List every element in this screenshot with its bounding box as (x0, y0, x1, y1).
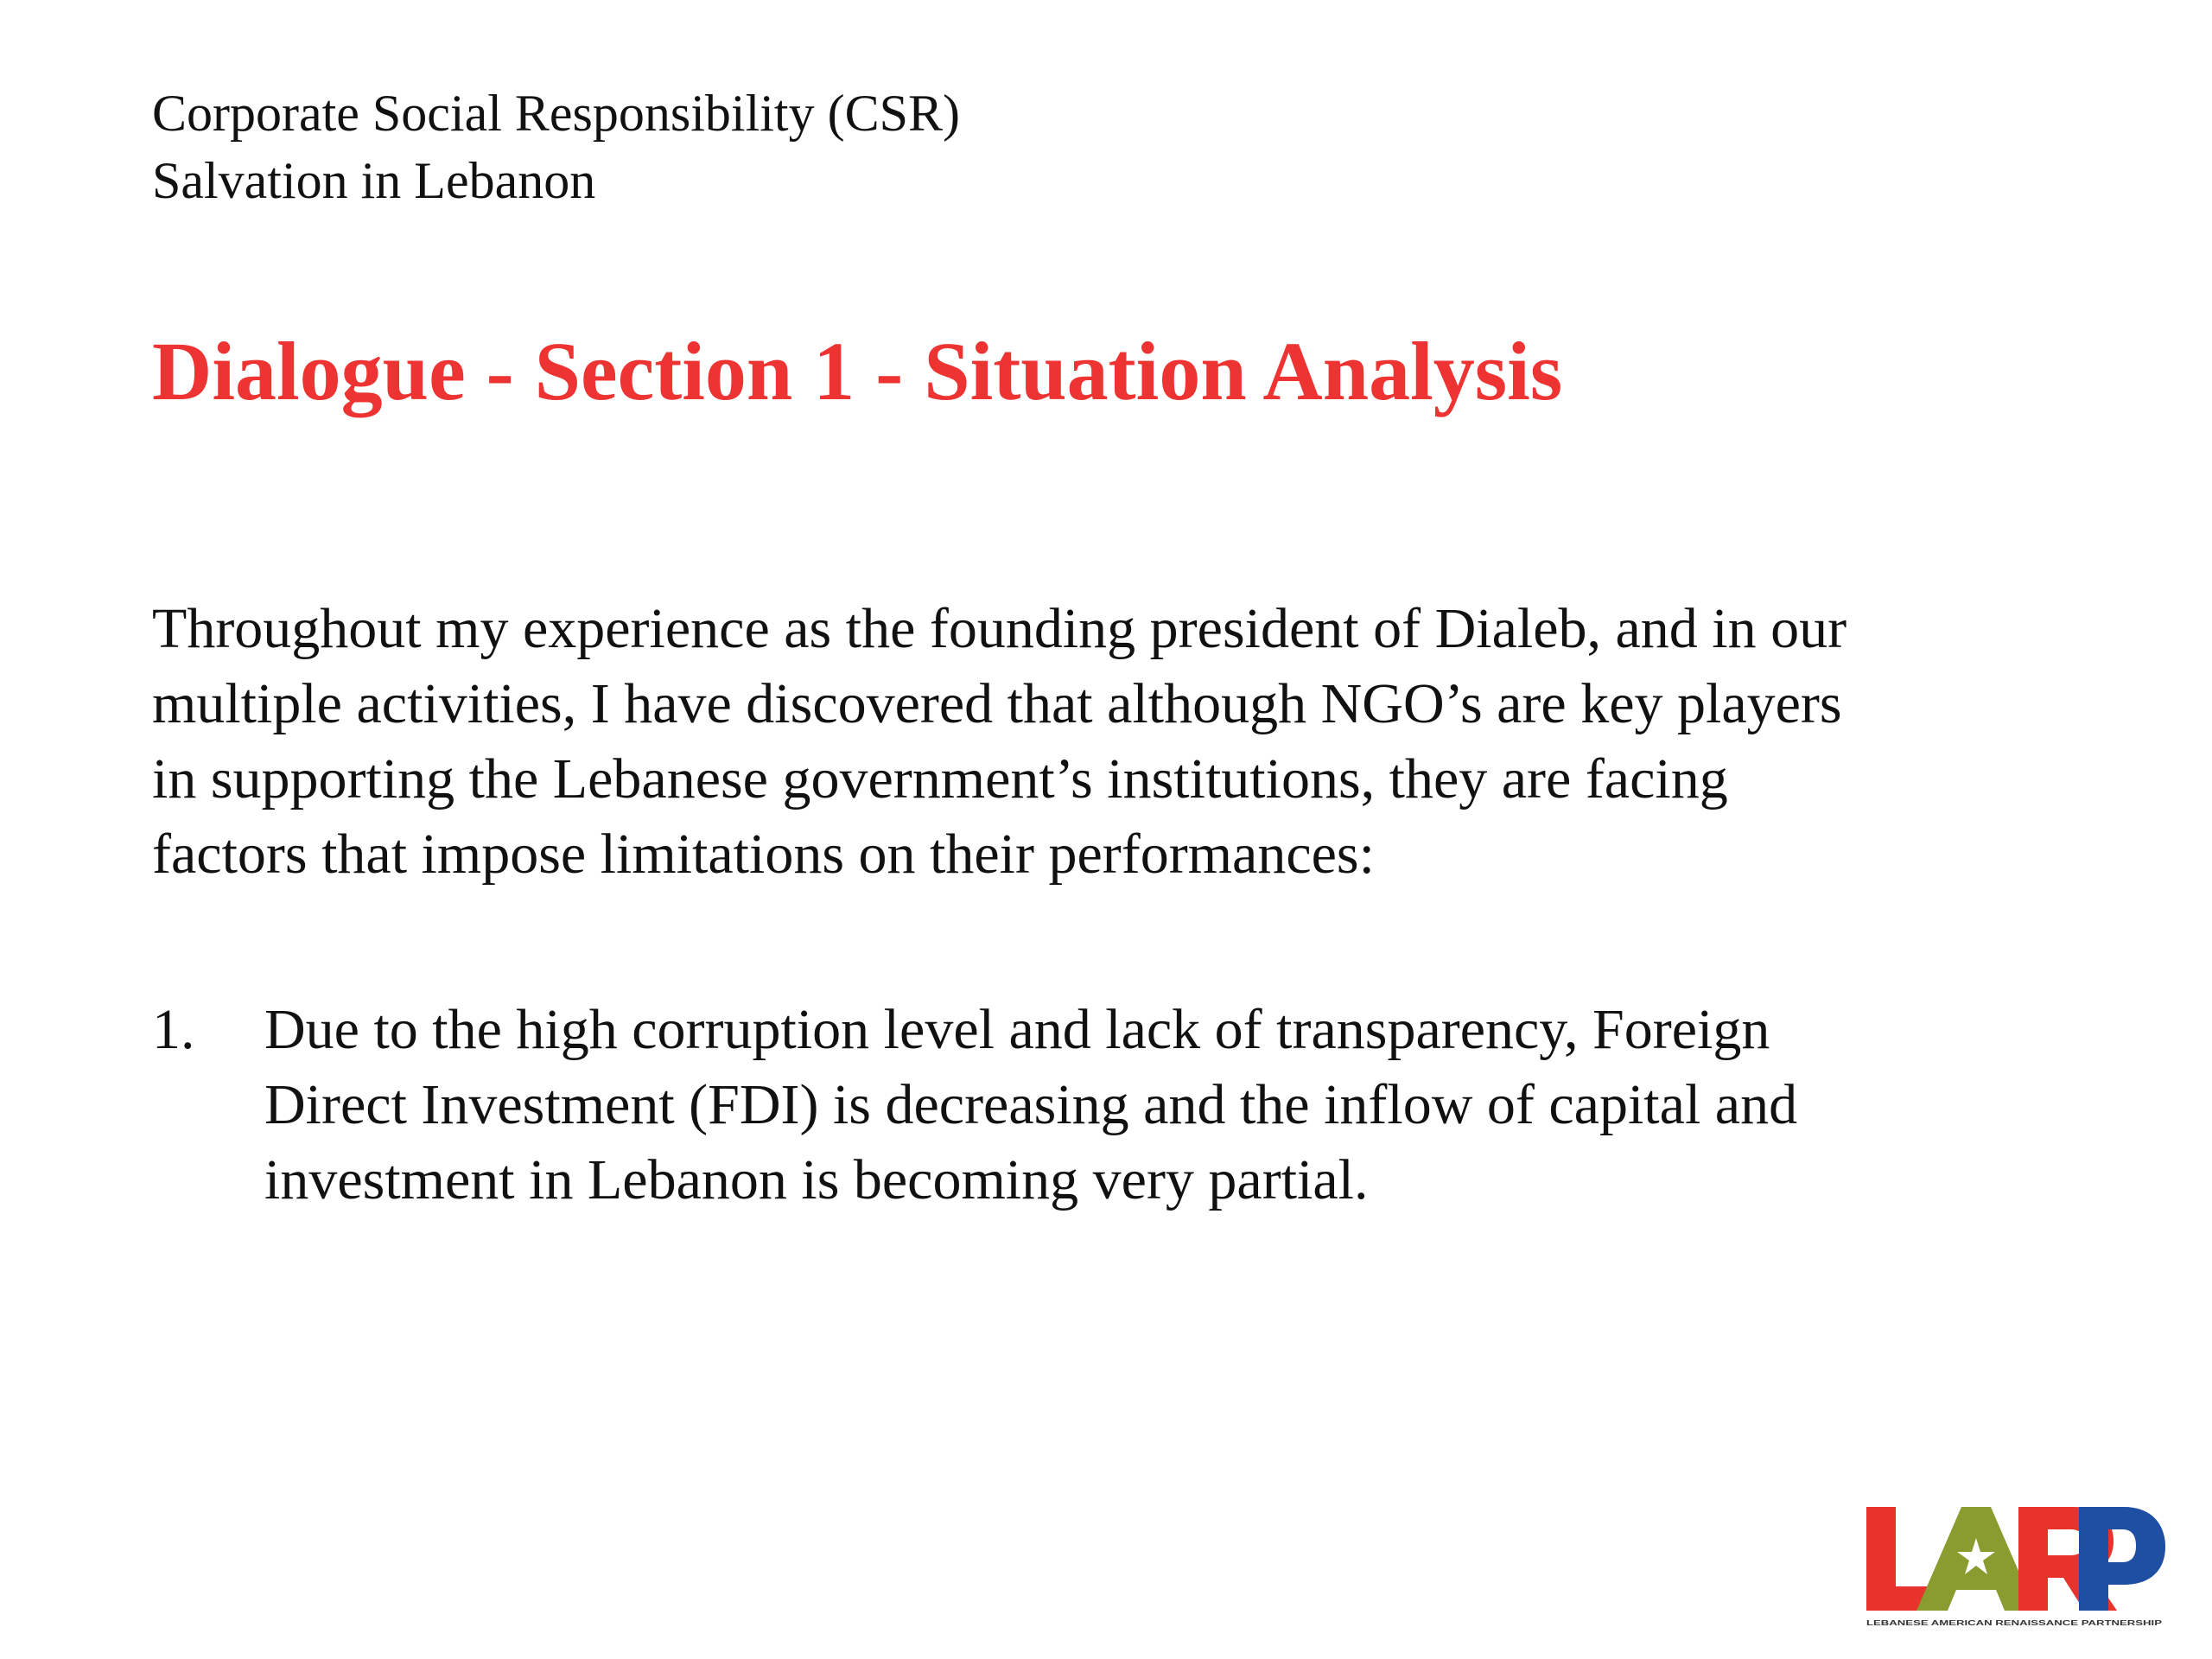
header-line-2: Salvation in Lebanon (152, 152, 596, 209)
intro-line: factors that impose limitations on their performances: (152, 823, 1375, 886)
intro-paragraph (152, 591, 2053, 892)
slide-header (152, 79, 960, 214)
slide-title: Dialogue - Section 1 - Situation Analysis (152, 325, 1563, 417)
intro-line: multiple activities, I have discovered that although NGO’s are key players (152, 672, 1842, 735)
list-item-line: investment in Lebanon is becoming very partial. (264, 1148, 1369, 1211)
list-item (152, 992, 2096, 1217)
list-item-number: 1. (152, 998, 195, 1061)
larp-logo (1865, 1500, 2167, 1630)
numbered-list (152, 992, 2096, 1217)
logo-tagline: LEBANESE AMERICAN RENAISSANCE PARTNERSHIP (1866, 1618, 2163, 1627)
header-line-1: Corporate Social Responsibility (CSR) (152, 85, 960, 142)
list-item-line: Direct Investment (FDI) is decreasing and the inflow of capital and (264, 1073, 1798, 1136)
list-item-line: Due to the high corruption level and lack of transparency, Foreign (264, 998, 1770, 1061)
intro-line: in supporting the Lebanese government’s institutions, they are facing (152, 747, 1728, 810)
logo-letter-p (2079, 1507, 2165, 1611)
intro-line: Throughout my experience as the founding president of Dialeb, and in our (152, 597, 1847, 660)
